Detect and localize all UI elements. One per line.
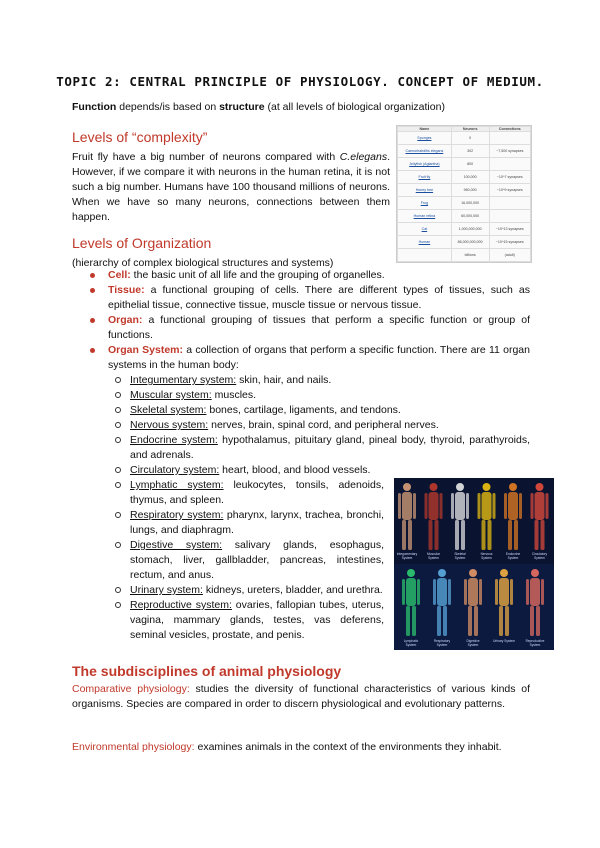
- table-cell: 100,000: [451, 171, 489, 184]
- system-text: kidneys, ureters, bladder, and urethra.: [202, 584, 383, 596]
- system-name: Circulatory system:: [130, 464, 220, 476]
- system-text: bones, cartilage, ligaments, and tendons.: [206, 404, 401, 416]
- list-item: [108, 508, 384, 538]
- table-cell: [489, 197, 530, 210]
- table-cell[interactable]: Sponges: [398, 132, 452, 145]
- system-text: salivary glands, esophagus, stomach, liver, gallbladder, pancreas, intestines, rectum, and anus.: [130, 539, 384, 581]
- level-term: Cell:: [108, 269, 131, 281]
- table-cell[interactable]: Cat: [398, 223, 452, 236]
- neuron-count-table: [396, 125, 532, 263]
- table-cell: [489, 210, 530, 223]
- comparative-paragraph: [72, 682, 530, 712]
- body-figure-top: [478, 483, 496, 550]
- level-term: Organ:: [108, 314, 143, 326]
- intro-structure-word: structure: [219, 101, 265, 113]
- complexity-paragraph: [72, 150, 390, 225]
- system-text: muscles.: [211, 389, 257, 401]
- figure-caption: Circulatory System: [531, 552, 548, 560]
- complexity-text-b: . However, if we compare it with neurons in the human retina, it is not such a big number. Humans have 100 thousand millions of neurons. When we have so many neurons, connections between them happen.: [72, 151, 390, 223]
- table-cell: ~7,500 synapses: [489, 145, 530, 158]
- list-item: [108, 403, 530, 418]
- system-name: Integumentary system:: [130, 374, 237, 386]
- level-text: the basic unit of all life and the grouping of organelles.: [130, 269, 385, 281]
- body-figure-bottom: [464, 569, 482, 636]
- body-figure-top: [451, 483, 469, 550]
- system-text: nerves, brain, spinal cord, and peripheral nerves.: [208, 419, 439, 431]
- table-cell: ~10^9 synapses: [489, 184, 530, 197]
- intro-line: [72, 101, 445, 113]
- page-title: TOPIC 2: CENTRAL PRINCIPLE OF PHYSIOLOGY. CONCEPT OF MEDIUM.: [56, 74, 544, 89]
- body-figure-top: [504, 483, 522, 550]
- system-name: Digestive system:: [130, 539, 223, 551]
- list-item: [108, 373, 530, 388]
- subdisciplines-heading: The subdisciplines of animal physiology: [72, 663, 342, 679]
- system-text: pharynx, larynx, trachea, bronchi, lungs, and diaphragm.: [130, 509, 384, 536]
- system-name: Endocrine system:: [130, 434, 218, 446]
- system-name: Lymphatic system:: [130, 479, 224, 491]
- table-cell: billions: [451, 249, 489, 262]
- body-figure-bottom: [402, 569, 420, 636]
- table-row: [398, 184, 531, 197]
- level-term: Tissue:: [108, 284, 145, 296]
- table-row: [398, 236, 531, 249]
- intro-function-word: Function: [72, 101, 117, 113]
- organization-subtitle: (hierarchy of complex biological structures and systems): [72, 257, 334, 269]
- level-text: a collection of organs that perform a specific function. There are 11 organ systems in the human body:: [108, 344, 530, 371]
- body-figure-bottom: [433, 569, 451, 636]
- level-term: Organ System:: [108, 344, 184, 356]
- figure-caption: Respiratory System: [433, 639, 451, 647]
- list-item: [72, 268, 530, 283]
- table-cell: 302: [451, 145, 489, 158]
- table-row: [398, 132, 531, 145]
- system-text: hypothalamus, pituitary gland, pineal body, thyroid, parathyroids, and adrenals.: [130, 434, 530, 461]
- comparative-text: studies the diversity of functional characteristics of various kinds of organisms. Species are compared in order to discern physiological and evolutionary patterns.: [72, 683, 530, 710]
- system-name: Skeletal system:: [130, 404, 207, 416]
- table-cell: 86,000,000,000: [451, 236, 489, 249]
- table-cell: ~10^15 synapses: [489, 236, 530, 249]
- figure-caption: Endocrine System: [505, 552, 521, 560]
- list-item: [108, 433, 530, 463]
- complexity-species: C.elegans: [339, 151, 388, 163]
- table-row: [398, 197, 531, 210]
- system-name: Reproductive system:: [130, 599, 232, 611]
- table-header: Neurons: [451, 127, 489, 132]
- system-name: Nervous system:: [130, 419, 209, 431]
- system-name: Respiratory system:: [130, 509, 224, 521]
- figure-caption: Muscular System: [427, 552, 440, 560]
- complexity-text-a: Fruit fly have a big number of neurons compared with: [72, 151, 340, 163]
- table-cell: 1,000,000,000: [451, 223, 489, 236]
- table-cell[interactable]: Human retina: [398, 210, 452, 223]
- figure-caption: Lymphatic System: [403, 639, 419, 647]
- table-cell[interactable]: Fruit fly: [398, 171, 452, 184]
- system-text: leukocytes, tonsils, adenoids, thymus, and spleen.: [130, 479, 384, 506]
- table-cell: 800: [451, 158, 489, 171]
- body-figure-top: [398, 483, 416, 550]
- table-header: Name: [398, 127, 452, 132]
- table-cell: 960,000: [451, 184, 489, 197]
- figure-caption: Nervous System: [480, 552, 493, 560]
- intro-text-1: depends/is based on: [116, 101, 220, 113]
- system-text: heart, blood, and blood vessels.: [219, 464, 371, 476]
- figure-caption: Reproductive System: [525, 639, 545, 647]
- figure-caption: Urinary System: [493, 639, 515, 643]
- table-row: [398, 210, 531, 223]
- figure-caption: Integumentary System: [396, 552, 418, 560]
- table-cell: ~10^7 synapses: [489, 171, 530, 184]
- table-cell[interactable]: Frog: [398, 197, 452, 210]
- table-cell: 0: [451, 132, 489, 145]
- figure-caption: Skeletal System: [454, 552, 466, 560]
- complexity-heading: Levels of “complexity”: [72, 129, 208, 145]
- table-row: [398, 145, 531, 158]
- system-text: skin, hair, and nails.: [236, 374, 332, 386]
- level-text: a functional grouping of cells. There are different types of tissues, such as epithelial tissue, connective tissue, muscle tissue or nervous tissue.: [108, 284, 530, 311]
- list-item: [108, 418, 530, 433]
- table-cell: 60,000,000: [451, 210, 489, 223]
- table-cell: ~10^13 synapses: [489, 223, 530, 236]
- table-cell[interactable]: Honey bee: [398, 184, 452, 197]
- table-row: [398, 171, 531, 184]
- list-item: [108, 388, 530, 403]
- body-figure-bottom: [526, 569, 544, 636]
- body-figure-bottom: [495, 569, 513, 636]
- list-item: [108, 538, 384, 583]
- table-row: [398, 158, 531, 171]
- level-text: a functional grouping of tissues that perform a specific function or group of functions.: [108, 314, 530, 341]
- organ-systems-image: [394, 478, 554, 650]
- list-item: [72, 313, 530, 343]
- figure-caption: Digestive System: [466, 639, 480, 647]
- table-cell[interactable]: Human: [398, 236, 452, 249]
- table-header: Connections: [489, 127, 530, 132]
- intro-text-2: (at all levels of biological organization): [264, 101, 445, 113]
- organ-figures-svg: [394, 478, 554, 650]
- system-name: Urinary system:: [130, 584, 203, 596]
- table-cell[interactable]: Jellyfish (Aglantha): [398, 158, 452, 171]
- table-cell: 16,000,000: [451, 197, 489, 210]
- list-item: [108, 463, 530, 478]
- list-item: [108, 478, 384, 508]
- comparative-term: Comparative physiology:: [72, 683, 190, 695]
- table-row: [398, 223, 531, 236]
- environmental-paragraph: [72, 740, 530, 755]
- list-item: [108, 598, 384, 643]
- environmental-term: Environmental physiology:: [72, 741, 195, 753]
- body-figure-top: [425, 483, 443, 550]
- table-cell: [489, 158, 530, 171]
- system-text: ovaries, fallopian tubes, uterus, vagina, mammary glands, testes, vas deferens, seminal vesicles, prostate, and penis.: [130, 599, 384, 641]
- table-cell: (adult): [489, 249, 530, 262]
- list-item: [72, 283, 530, 313]
- system-name: Muscular system:: [130, 389, 212, 401]
- table-cell[interactable]: Caenorhabditis elegans: [398, 145, 452, 158]
- environmental-text: examines animals in the context of the environments they inhabit.: [194, 741, 502, 753]
- list-item: [108, 583, 384, 598]
- organization-heading: Levels of Organization: [72, 235, 212, 251]
- table-cell: [489, 132, 530, 145]
- body-figure-top: [531, 483, 549, 550]
